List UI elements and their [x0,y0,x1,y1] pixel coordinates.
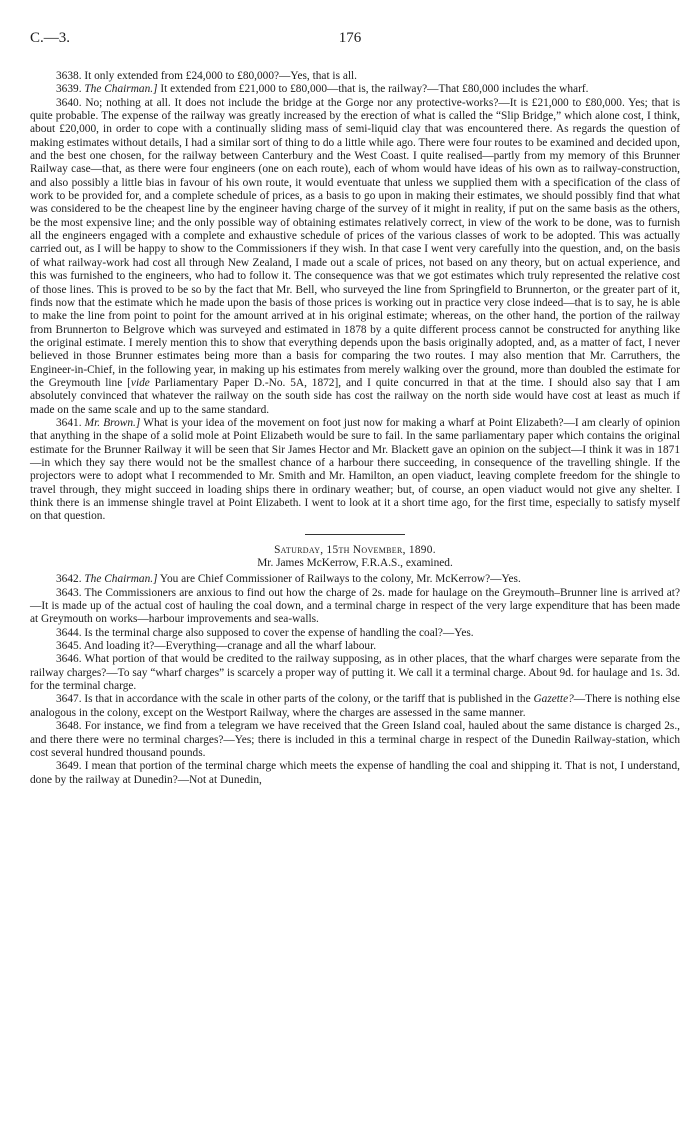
vide-reference: vide [130,376,150,389]
paragraph-text: What is your idea of the movement on foot just now for making a wharf at Point Elizabeth?—I am clearly of opinion that anything in the shape of a solid mole at Point Elizabeth would be sure to fail. In the same parliamentary paper which contains the original estimate for the Brunner Railway it will be seen that Sir James Hector and Mr. Blackett gave an opinion on the subject—I think it was in 1871—in which they say there would not be the smallest chance of a harbour there succeeding, in consequence of the travelling shingle. If the projectors were to adopt what I recommended to Mr. Smith and Mr. Hamilton, an open viaduct, leaving complete freedom for the shingle to travel through, they might succeed in loading ships there in ordinary weather; but, of course, an open viaduct would not give any shelter. I think there is an immense shingle travel at Point Elizabeth. I went to look at it a short time ago, for the first time, especially to satisfy myself on that question. [30,416,680,523]
paragraph-3648: 3648. For instance, we find from a telegram we have received that the Green Island coal, hauled about the same distance is charged 2s., and there there were no terminal charges?—Yes; there is included in this a terminal charge in respect of the Dunedin Railway-station, which cost several hundred thousand pounds. [30,720,680,759]
paragraph-text: You are Chief Commissioner of Railways to the colony, Mr. McKerrow?—Yes. [159,573,521,586]
paragraph-3646: 3646. What portion of that would be credited to the railway supposing, as in other places, that the wharf charges were separate from the railway charges?—To say “wharf charges” is scarcely a proper way of putting it. We call it a terminal charge. About 9d. for haulage and 1s. 3d. for the terminal charge. [30,653,680,693]
page-number: 176 [338,30,362,46]
paragraph-3647 [30,693,680,720]
paragraph-3641 [30,417,680,524]
paragraph-3640 [30,97,680,417]
paragraph-3638: 3638. It only extended from £24,000 to £80,000?—Yes, that is all. [56,70,358,82]
session-date: Saturday, 15th November, 1890. [274,543,436,556]
speaker-label: Mr. Brown.] [84,416,141,429]
speaker-label: The Chairman.] [84,573,158,586]
section-divider [305,534,405,535]
speaker-label: The Chairman.] [84,83,158,96]
witness-heading: Mr. James McKerrow, F.R.A.S., examined. [257,557,453,570]
question-number: 3641. [56,416,82,429]
question-number: 3639. [56,83,82,96]
document-reference: C.—3. [30,30,71,46]
gazette-reference: Gazette? [533,693,574,706]
paragraph-3644: 3644. Is the terminal charge also supposed to cover the expense of handling the coal?—Yes. [56,626,474,639]
paragraph-3643: 3643. The Commissioners are anxious to find out how the charge of 2s. made for haulage on the Greymouth–Brunner line is arrived at?—It is made up of the actual cost of hauling the coal down, and a terminal charge in respect of the very large expenditure that has been made at Greymouth on works—harbour improvements and sea-walls. [30,586,680,626]
paragraph-text-end: —There is nothing else analogous in the colony, except on the Westport Railway, where the charges are assessed in the same manner. [30,693,680,719]
document-body [30,70,680,787]
paragraph-3649: 3649. I mean that portion of the terminal charge which meets the expense of handling the coal and shipping it. That is not, I understand, done by the railway at Dunedin?—Not at Dunedin, [30,760,680,786]
paragraph-text: 3640. No; nothing at all. It does not include the bridge at the Gorge nor any protective-works?—It is £21,000 to £80,000. Yes; that is quite probable. The expense of the railway was greatly increased by the erection of what is called the “Slip Bridge,” which alone cost, I think, about £20,000, in order to cope with a continually sliding mass of semi-liquid clay that was encountered there. As regards the question of making estimates without details, I had a similar sort of thing to do a little while ago. There were four routes to be examined and decided upon, and the best one chosen, for the railway between Canterbury and the West Coast. I quite realised—partly from my memory of this Brunner Railway case—that, as there were four engineers (one on each route), each of whom would have ideas of his own as to railway-construction, and also possibly a little bias in favour of his own route, it would eventuate that unless we supplied them with a specification of the class of work to be provided for, and a complete schedule of prices, as a basis to go upon in making their estimates, we should possibly find that what was considered to be the cheapest line by the engineer having charge of the survey of it might in reality, if put on the same basis as the others, be the most expensive line; and the only possible way of obtaining estimates relatively correct, in view of the work to be done, was to furnish all the engineers engaged with a complete and exhaustive schedule of prices of the various classes of work to be adopted. This was actually carried out, as I will be happy to show to the Commissioners if they wish. In that case I went very carefully into the question, and, on the basis of what railway-work had cost all through New Zealand, I made out a scale of prices, not based on any theory, but on actual experience, and this was furnished to the engineers, who had to follow it. The consequence was that we got estimates which truly represented the relative cost of those lines. This is proved to be so by the fact that Mr. Bell, who surveyed the line from Springfield to Brunnerton, or the greater part of it, finds now that the estimate which he made upon the basis of those prices is working out in practice very close indeed—that is to say, he is able to make the line from point to point for the amount arrived at in his original estimate; whereas, on the other hand, the portion of the railway from Brunnerton to Belgrove which was surveyed and estimated in 1878 by a quite different process cannot be constructed for anything like the original estimate. I merely mention this to show that everything depends upon the basis originally adopted, and, as a matter of fact, I never believed in those Brunner estimates being more than a basis for comparing the two routes. I may also mention that Mr. Carruthers, the Engineer-in-Chief, in the following year, in making up his estimates from merely walking over the ground, more than doubled the estimate for the Greymouth line [ [30,96,680,389]
paragraph-text: 3647. Is that in accordance with the scale in other parts of the colony, or the tariff that is published in the [56,693,534,706]
paragraph-3642 [30,573,680,586]
paragraph-3639 [30,83,680,96]
paragraph-text: It extended from £21,000 to £80,000—that is, the railway?—That £80,000 includes the wharf. [160,83,589,96]
question-number: 3642. [56,573,82,586]
paragraph-3645: 3645. And loading it?—Everything—cranage and all the wharf labour. [56,640,377,653]
paragraph-text-end: Parliamentary Paper D.-No. 5A, 1872], and I quite concurred in that at the time. I should also say that I am absolutely convinced that whatever the railway on the south side has cost the railway on the north side would have cost at least as much if made on the same scale and up to the same standard. [30,376,680,416]
